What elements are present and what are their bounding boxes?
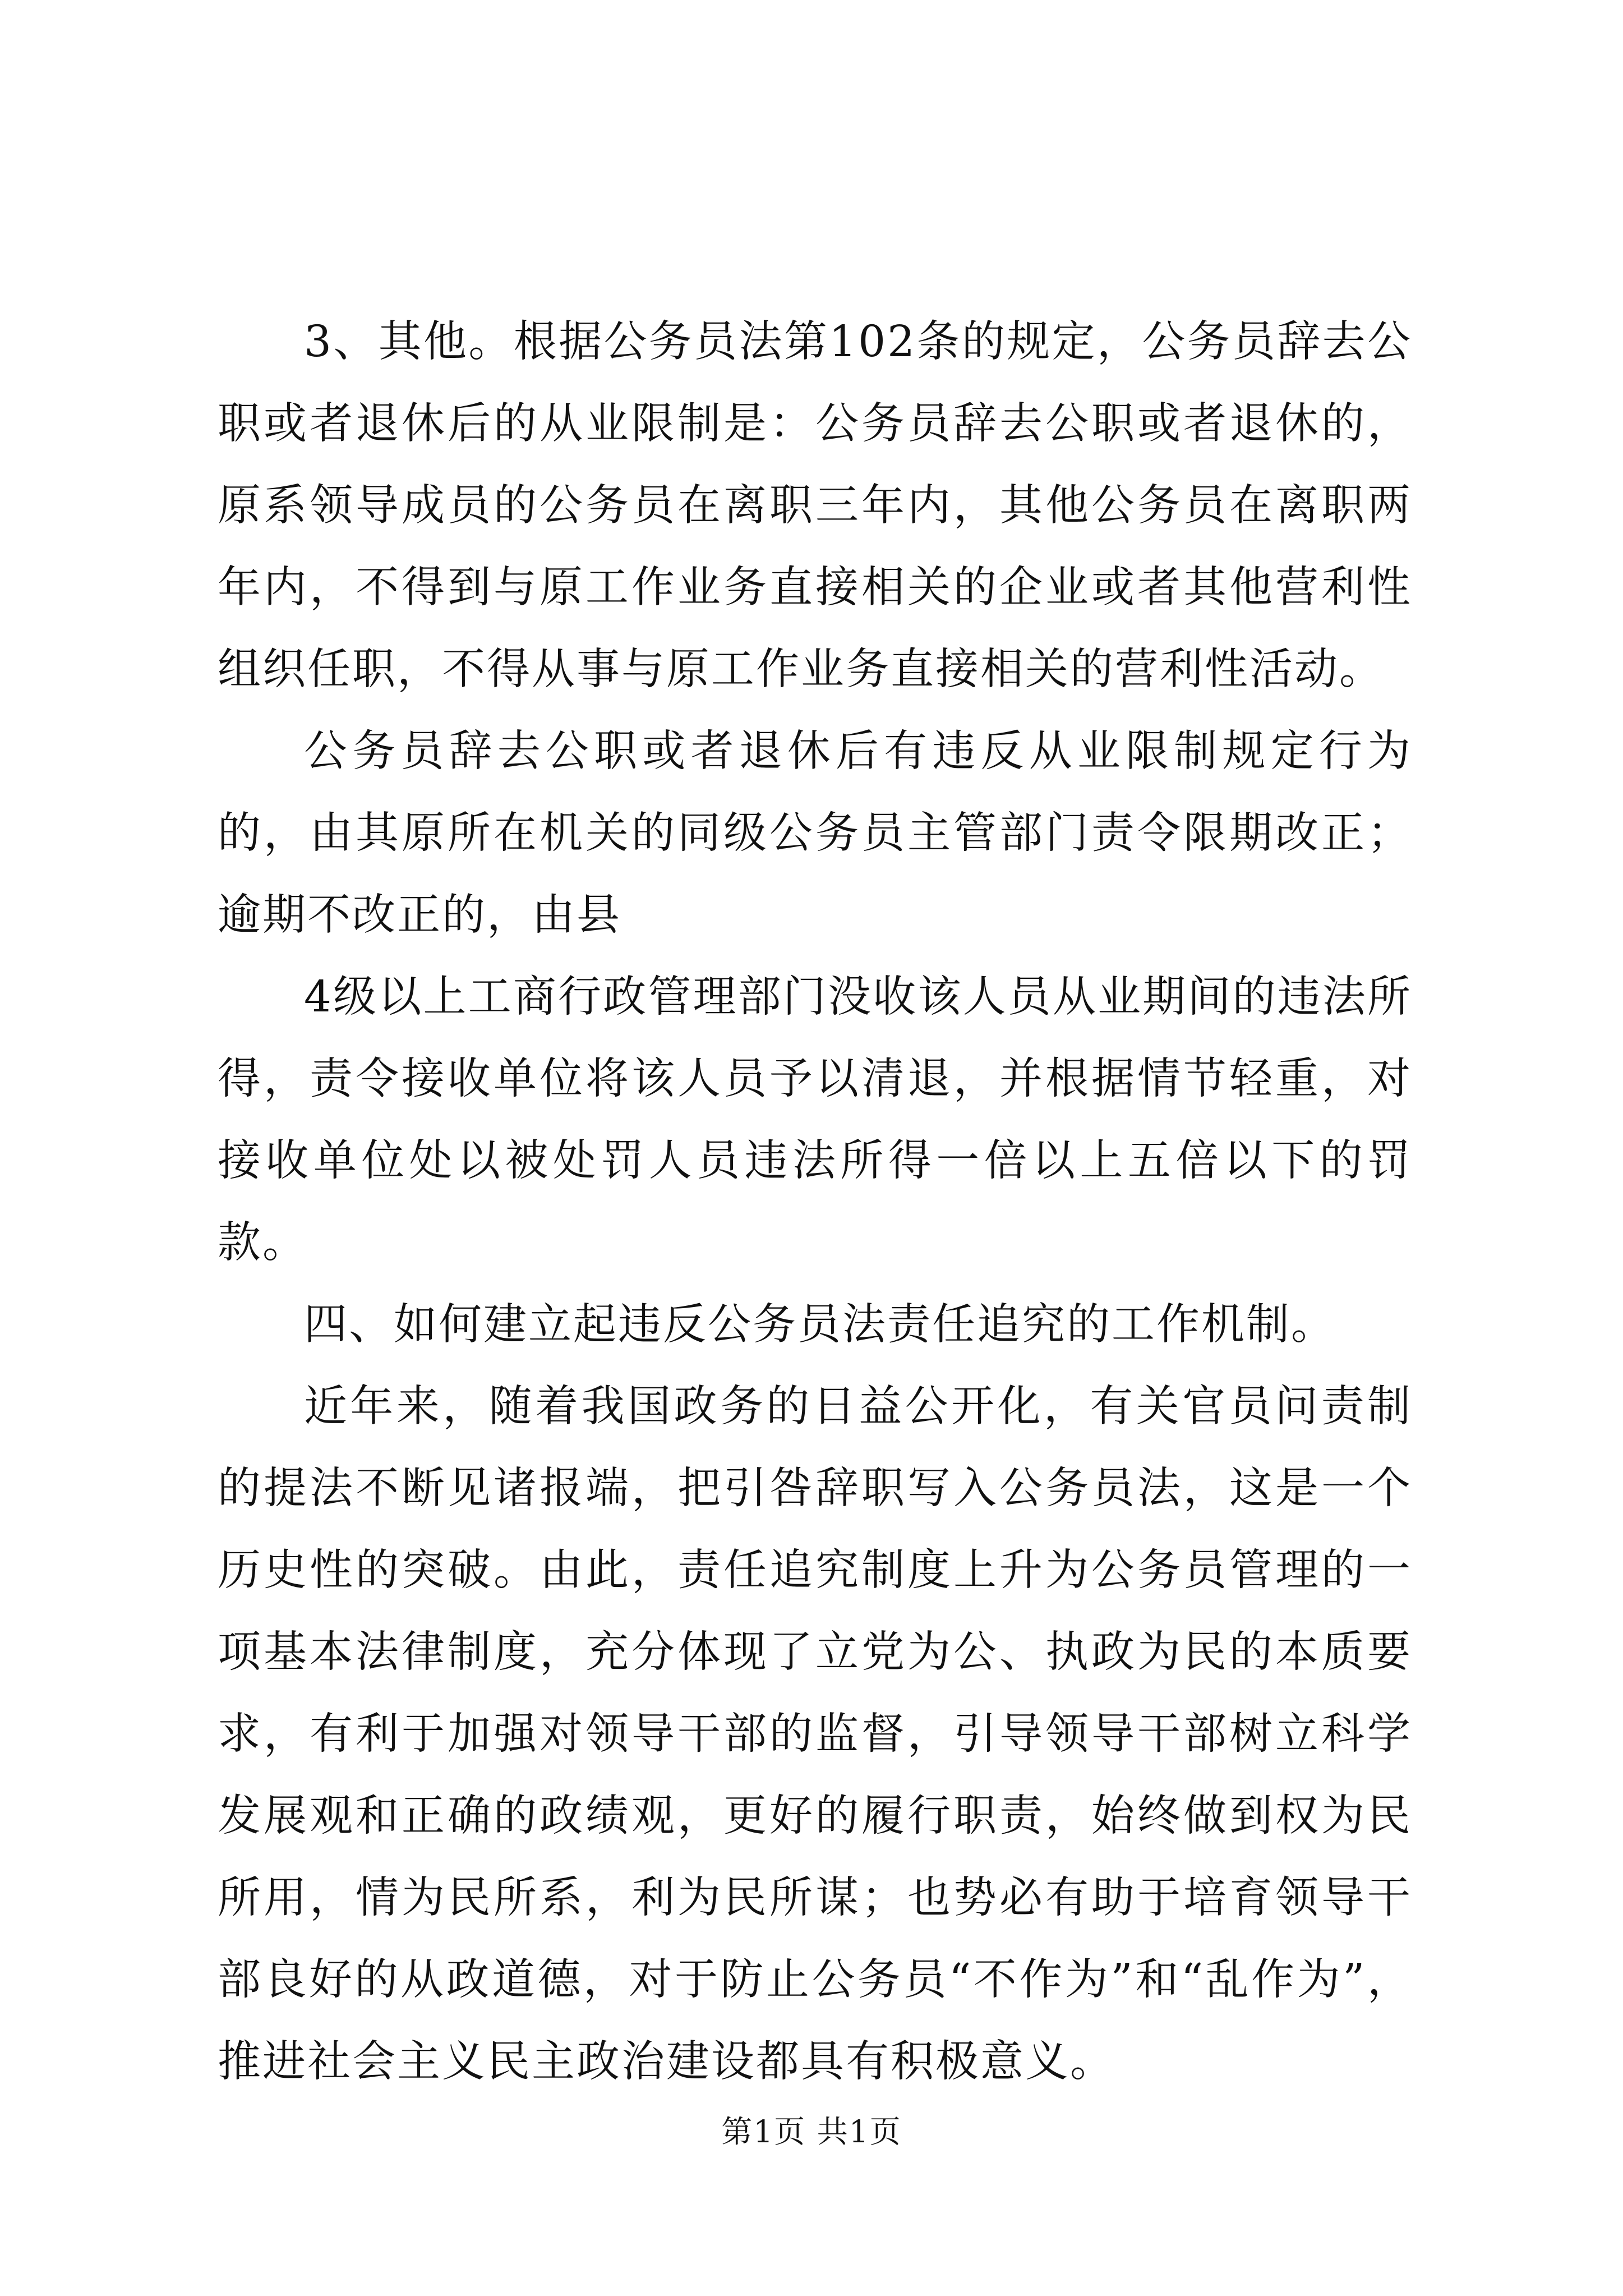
paragraph-violation-rule: 公务员辞去公职或者退休后有违反从业限制规定行为的，由其原所在机关的同级公务员主管部门责令限期改正；逾期不改正的，由县 xyxy=(218,726,1412,940)
paragraph-penalty: 4级以上工商行政管理部门没收该人员从业期间的违法所得，责令接收单位将该人员予以清退，并根据情节轻重，对接收单位处以被处罚人员违法所得一倍以上五倍以下的罚款。 xyxy=(218,972,1412,1268)
paragraph-accountability: 近年来，随着我国政务的日益公开化，有关官员问责制的提法不断见诸报端，把引咎辞职写入公务员法，这是一个历史性的突破。由此，责任追究制度上升为公务员管理的一项基本法律制度，充分体现了立党为公、执政为民的本质要求，有利于加强对领导干部的监督，引导领导干部树立科学发展观和正确的政绩观，更好的履行职责，始终做到权为民所用，情为民所系，利为民所谋；也势必有助于培育领导干部良好的从政道德，对于防止公务员“不作为”和“乱作为”，推进社会主义民主政治建设都具有积极意义。 xyxy=(218,1382,1412,2087)
section-heading-four: 四、如何建立起违反公务员法责任追究的工作机制。 xyxy=(304,1300,1336,1350)
paragraph-restrictions-intro: 3、其他。根据公务员法第102条的规定，公务员辞去公职或者退休后的从业限制是：公务员辞去公职或者退休的，原系领导成员的公务员在离职三年内，其他公务员在离职两年内，不得到与原工作业务直接相关的企业或者其他营利性组织任职，不得从事与原工作业务直接相关的营利性活动。 xyxy=(218,317,1412,694)
page-number-footer: 第1页 共1页 xyxy=(721,2114,902,2150)
document-body xyxy=(218,301,1412,2103)
